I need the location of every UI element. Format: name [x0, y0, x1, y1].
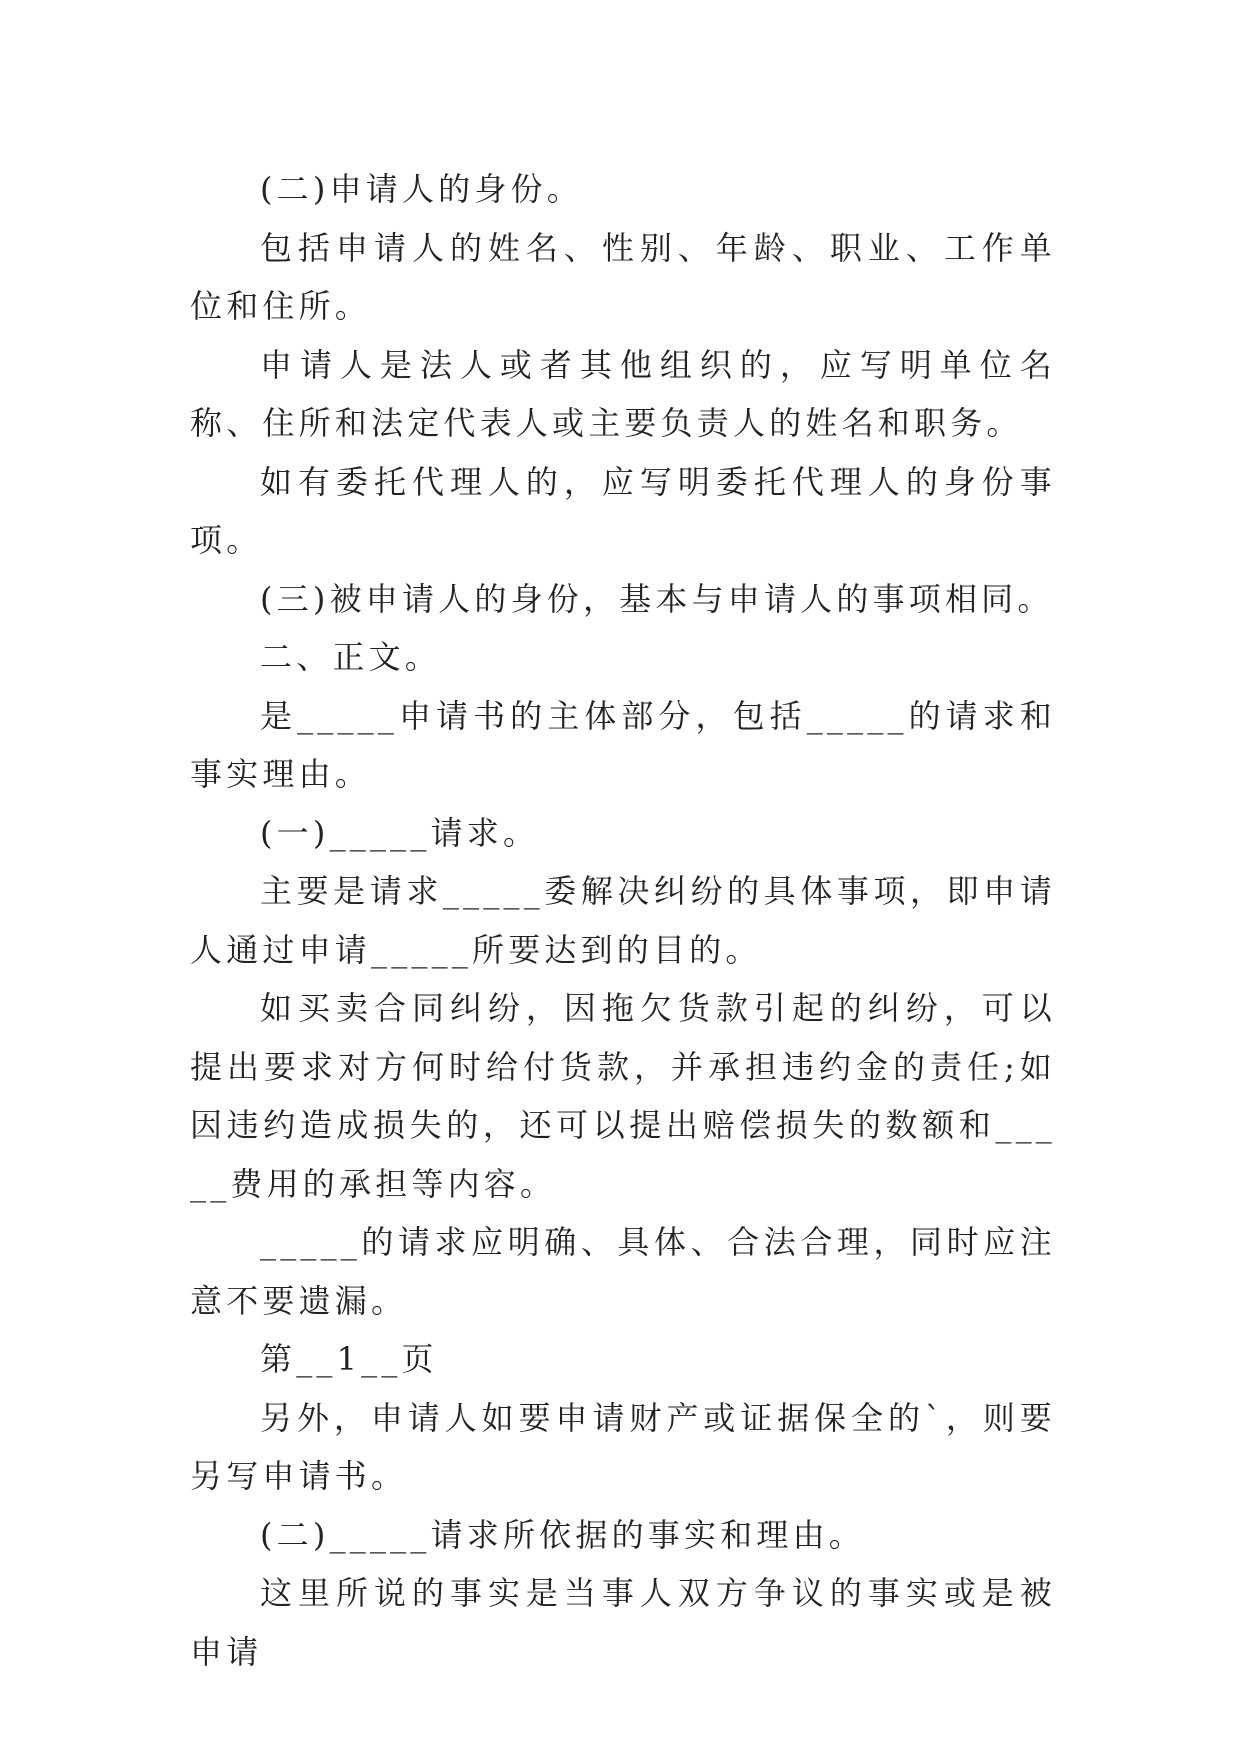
- paragraph-main-text-intro: 是_____申请书的主体部分，包括_____的请求和事实理由。: [190, 696, 1056, 793]
- subheading-facts-reasons: (二)_____请求所依据的事实和理由。: [260, 1515, 865, 1554]
- paragraph-applicant-identity-heading: (二)申请人的身份。: [260, 170, 583, 208]
- subheading-request: (一)_____请求。: [260, 813, 540, 852]
- paragraph-respondent-identity: (三)被申请人的身份，基本与申请人的事项相同。: [260, 579, 1054, 618]
- paragraph-request-requirements: _____的请求应明确、具体、合法合理，同时应注意不要遗漏。: [190, 1223, 1056, 1320]
- paragraph-request-main: 主要是请求_____委解决纠纷的具体事项，即申请人通过申请_____所要达到的目的。: [190, 872, 1056, 969]
- paragraph-request-example: 如买卖合同纠纷，因拖欠货款引起的纠纷，可以提出要求对方何时给付货款，并承担违约金的责任;如因违约造成损失的，还可以提出赔偿损失的数额和_____费用的承担等内容。: [190, 989, 1056, 1203]
- paragraph-legal-person: 申请人是法人或者其他组织的，应写明单位名称、住所和法定代表人或主要负责人的姓名和职务。: [190, 345, 1056, 442]
- paragraph-preservation: 另外，申请人如要申请财产或证据保全的`，则要另写申请书。: [190, 1398, 1056, 1495]
- paragraph-facts: 这里所说的事实是当事人双方争议的事实或是被申请: [190, 1574, 1056, 1671]
- page-number: 第__1__页: [260, 1340, 438, 1378]
- paragraph-agent: 如有委托代理人的，应写明委托代理人的身份事项。: [190, 462, 1056, 559]
- paragraph-applicant-details: 包括申请人的姓名、性别、年龄、职业、工作单位和住所。: [190, 228, 1056, 325]
- document-body: [190, 160, 1056, 1681]
- section-heading-main-text: 二、正文。: [260, 638, 442, 676]
